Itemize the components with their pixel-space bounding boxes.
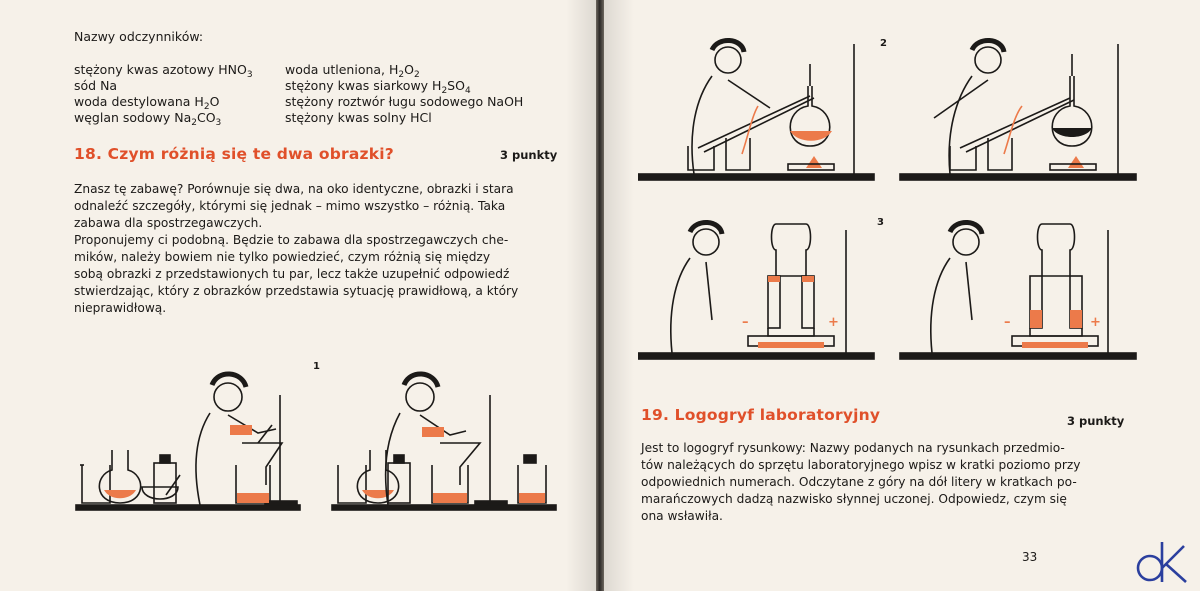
reagent-item: stężony kwas azotowy $HNO_3$ [74, 62, 253, 80]
electrode-sign: – [742, 315, 749, 330]
reagent-item: woda destylowana $H_2O$ [74, 94, 220, 112]
right-page [604, 0, 1200, 591]
page-number: 33 [1022, 550, 1038, 564]
electrode-sign: – [1004, 315, 1011, 330]
publisher-logo [1132, 538, 1192, 586]
reagent-item: woda utleniona, $H_2O_2$ [285, 62, 420, 80]
reagent-item: węglan sodowy $Na_2CO_3$ [74, 110, 222, 128]
figure1-illustration [70, 355, 570, 515]
figure2-label: 2 [880, 38, 887, 49]
reagent-item: stężony kwas siarkowy $H_2SO_4$ [285, 78, 471, 96]
figure2-illustration [638, 36, 1138, 186]
book-gutter [596, 0, 604, 591]
task19-points: 3 punkty [1067, 414, 1125, 428]
reagent-item: sód Na [74, 78, 118, 93]
figure1-label: 1 [313, 361, 320, 372]
task19-heading: 19. Logogryf laboratoryjny [641, 406, 881, 424]
left-page [0, 0, 596, 591]
task18-text: Znasz tę zabawę? Porównuje się dwa, na oko identyczne, obrazki i stara odnaleźć szczegóły, którymi się jednak – mimo wszystko – różnią. Taka zabawa dla spostrzegawczych. Proponujemy ci podobną. Będzie to zabawa dla spostrzegawczych che- mików, należy bowiem nie tylko powiedzieć, czym różnią się między sobą obrazki z przedstawionych tu par, lecz także uzupełnić odpowiedź stwierdzając, który z obrazków przedstawia sytuację prawidłową, a który nieprawidłową. [74, 182, 519, 315]
reagent-item: stężony kwas solny HCl [285, 110, 432, 125]
task18-points: 3 punkty [500, 148, 558, 162]
reagent-list-left [74, 62, 253, 126]
reagent-list-right [285, 62, 523, 126]
reagents-title: Nazwy odczynników: [74, 29, 204, 44]
figure3-label: 3 [877, 217, 884, 228]
electrode-sign: + [828, 315, 839, 330]
task18-heading: 18. Czym różnią się te dwa obrazki? [74, 145, 394, 163]
electrode-sign: + [1090, 315, 1101, 330]
task19-text: Jest to logogryf rysunkowy: Nazwy podanych na rysunkach przedmio- tów należących do sprzętu laboratoryjnego wpisz w kratki poziomo przy odpowiednich numerach. Odczytane z góry na dół litery w kratkach po- marańczowych dadzą nazwisko słynnej uczonej. Odpowiedz, czym się ona wsławiła. [641, 441, 1081, 523]
figure3-illustration [638, 210, 1138, 365]
reagent-item: stężony roztwór ługu sodowego NaOH [285, 94, 524, 109]
